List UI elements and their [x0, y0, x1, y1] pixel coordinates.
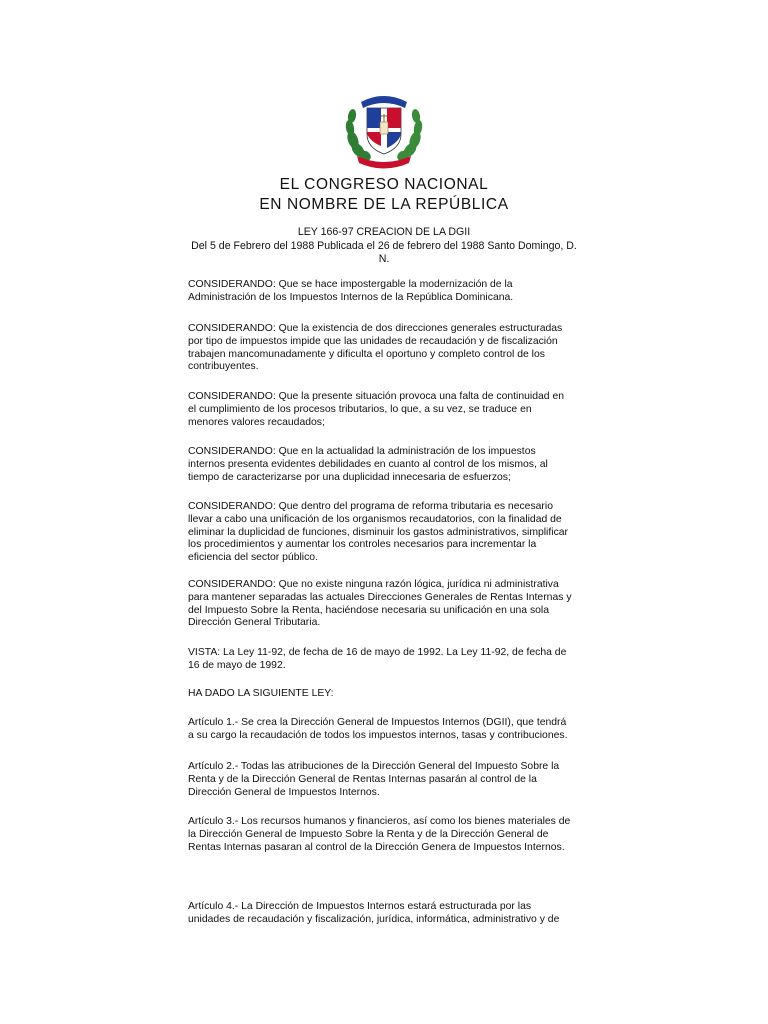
considerando-1: CONSIDERANDO: Que se hace impostergable la modernización de la Administración de los Impuestos Internos de la República Dominicana.	[188, 279, 514, 303]
vista-paragraph: VISTA: La Ley 11-92, de fecha de 16 de mayo de 1992. La Ley 11-92, de fecha de 16 de mayo de 1992.	[188, 647, 567, 671]
top-ribbon	[361, 96, 407, 108]
congress-heading: EL CONGRESO NACIONAL	[279, 176, 489, 193]
republic-heading: EN NOMBRE DE LA REPÚBLICA	[259, 196, 509, 213]
law-date: Del 5 de Febrero del 1988 Publicada el 26 de febrero del 1988 Santo Domingo, D. N.	[191, 240, 577, 265]
articulo-1: Artículo 1.- Se crea la Dirección General de Impuestos Internos (DGII), que tendrá a su cargo la recaudación de todos los impuestos internos, tasas y contribuciones.	[188, 717, 568, 741]
law-title: LEY 166-97 CREACION DE LA DGII	[297, 226, 471, 238]
coat-of-arms-seal-icon	[343, 88, 425, 172]
articulo-4: Artículo 4.- La Dirección de Impuestos Internos estará estructurada por las unidades de recaudación y fiscalización, jurídica, informática, administrativo y de	[188, 901, 560, 925]
considerando-6: CONSIDERANDO: Que no existe ninguna razón lógica, jurídica ni administrativa para mantener separadas las actuales Direcciones Generales de Rentas Internas y del Impuesto Sobre la Renta, haciéndose necesaria su unificación en una sola Dirección General Tributaria.	[188, 579, 572, 629]
considerando-4: CONSIDERANDO: Que en la actualidad la administración de los impuestos internos presenta evidentes debilidades en cuanto al control de los mismos, al tiempo de caracterizarse por una duplicidad innecesaria de esfuerzos;	[188, 446, 548, 483]
considerando-3: CONSIDERANDO: Que la presente situación provoca una falta de continuidad en el cumplimiento de los procesos tributarios, lo que, a su vez, se traduce en menores valores recaudados;	[188, 391, 565, 428]
articulo-2: Artículo 2.- Todas las atribuciones de la Dirección General del Impuesto Sobre la Renta y de la Dirección General de Rentas Internas pasarán al control de la Dirección General de Impuestos Internos.	[188, 761, 560, 798]
shield	[367, 108, 401, 154]
considerando-2: CONSIDERANDO: Que la existencia de dos direcciones generales estructuradas por tipo de impuestos impide que las unidades de recaudación y de fiscalización trabajen mancomunadamente y dificulta el oportuno y completo control de los contribuyentes.	[188, 323, 563, 373]
considerando-5: CONSIDERANDO: Que dentro del programa de reforma tributaria es necesario llevar a cabo una unificación de los organismos recaudatorios, con la finalidad de eliminar la duplicidad de funciones, disminuir los gastos administrativos, simplificar los procedimientos y aumentar los controles necesarios para incrementar la eficiencia del sector público.	[188, 501, 568, 564]
ha-dado-heading: HA DADO LA SIGUIENTE LEY:	[188, 688, 334, 699]
articulo-3: Artículo 3.- Los recursos humanos y financieros, así como los bienes materiales de la Dirección General de Impuesto Sobre la Renta y de la Dirección General de Rentas Internas pasaran al control de la Dirección Genera de Impuestos Internos.	[188, 816, 571, 853]
